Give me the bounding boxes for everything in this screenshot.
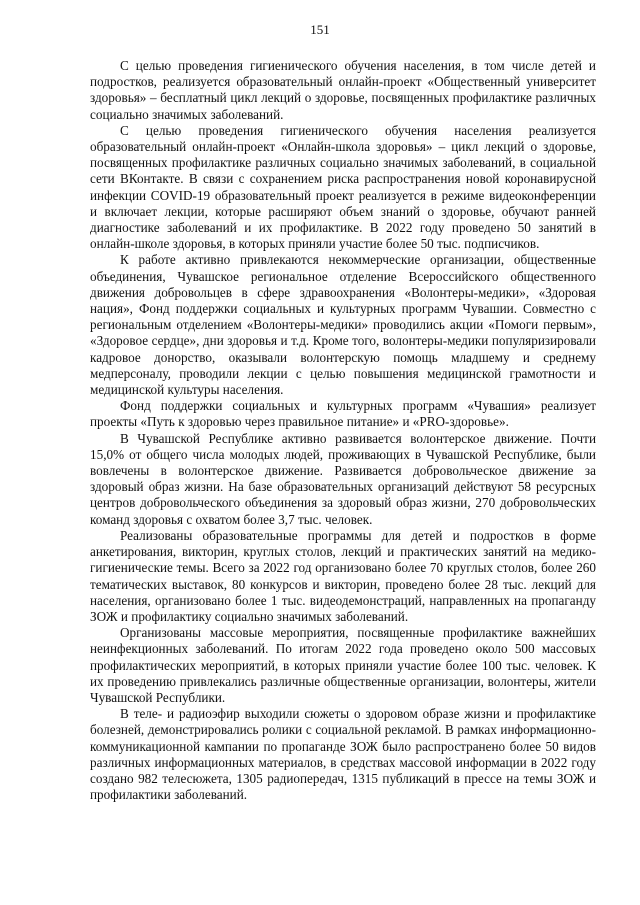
page-number: 151: [310, 22, 330, 37]
paragraph-online-school: С целью проведения гигиенического обучения населения реализуется образовательный онлайн-проект «Онлайн-школа здоровья» – цикл лекций о здоровье, посвященных профилактике различных социально значимых заболеваний, в социальной сети ВКонтакте. В связи с сохранением риска распространения новой коронавирусной инфекции COVID-19 образовательный проект реализуется в режиме видеоконференции и включает лекции, которые расширяют объем знаний о здоровье, обучают ранней диагностике заболеваний и их профилактике. В 2022 году проведено 50 занятий в онлайн-школе здоровья, в которых приняли участие более 50 тыс. подписчиков.: [90, 122, 596, 252]
paragraph-media-campaign: В теле- и радиоэфир выходили сюжеты о здоровом образе жизни и профилактике болезней, демонстрировались ролики с социальной рекламой. В рамках информационно-коммуникационной кампании по пропаганде ЗОЖ было распространено более 50 видов различных информационных материалов, в средствах массовой информации в 2022 году создано 982 телесюжета, 1305 радиопередач, 1315 публикаций в прессе на темы ЗОЖ и профилактики заболеваний.: [90, 706, 596, 803]
paragraph-nonprofit-organizations: К работе активно привлекаются некоммерческие организации, общественные объединения, Чувашское региональное отделение Всероссийского общественного движения добровольцев в сфере здравоохранения «Волонтеры-медики», «Здоровая нация», Фонд поддержки социальных и культурных программ Чувашии. Совместно с региональным отделением «Волонтеры-медики» проводились акции «Помоги первым», «Здоровое сердце», дни здоровья и т.д. Кроме того, волонтеры-медики популяризировали кадровое донорство, оказывали волонтерскую помощь младшему и среднему медперсоналу, проводили лекции с целью повышения медицинской грамотности и медицинской культуры населения.: [90, 252, 596, 398]
document-body: [90, 58, 596, 803]
paragraph-mass-events: Организованы массовые мероприятия, посвященные профилактике важнейших неинфекционных заболеваний. По итогам 2022 года проведено около 500 массовых профилактических мероприятий, в которых приняли участие более 100 тыс. человек. К их проведению привлекались различные общественные организации, волонтеры, жители Чувашской Республики.: [90, 625, 596, 705]
paragraph-university-of-health: С целью проведения гигиенического обучения населения, в том числе детей и подростков, реализуется образовательный онлайн-проект «Общественный университет здоровья» – бесплатный цикл лекций о здоровье, посвященных профилактике различных социально значимых заболеваний.: [90, 58, 596, 122]
paragraph-educational-programs: Реализованы образовательные программы для детей и подростков в форме анкетирования, викторин, круглых столов, лекций и практических занятий на медико-гигиенические темы. Всего за 2022 год организовано более 70 круглых столов, более 260 тематических выставок, 80 конкурсов и викторин, проведено более 28 тыс. лекций для населения, организовано более 1 тыс. видеодемонстраций, направленных на пропаганду ЗОЖ и профилактику социально значимых заболеваний.: [90, 527, 596, 624]
paragraph-volunteer-movement: В Чувашской Республике активно развивается волонтерское движение. Почти 15,0% от общего числа молодых людей, проживающих в Чувашской Республике, были вовлечены в волонтерское движение. Развивается добровольческое движение за здоровый образ жизни. На базе образовательных организаций действуют 58 ресурсных центров добровольческого объединения за здоровый образ жизни, 270 добровольческих команд здоровья с охватом более 3,7 тыс. человек.: [90, 430, 596, 527]
paragraph-chuvashia-fund: Фонд поддержки социальных и культурных программ «Чувашия» реализует проекты «Путь к здоровью через правильное питание» и «PRO-здоровье».: [90, 398, 596, 430]
